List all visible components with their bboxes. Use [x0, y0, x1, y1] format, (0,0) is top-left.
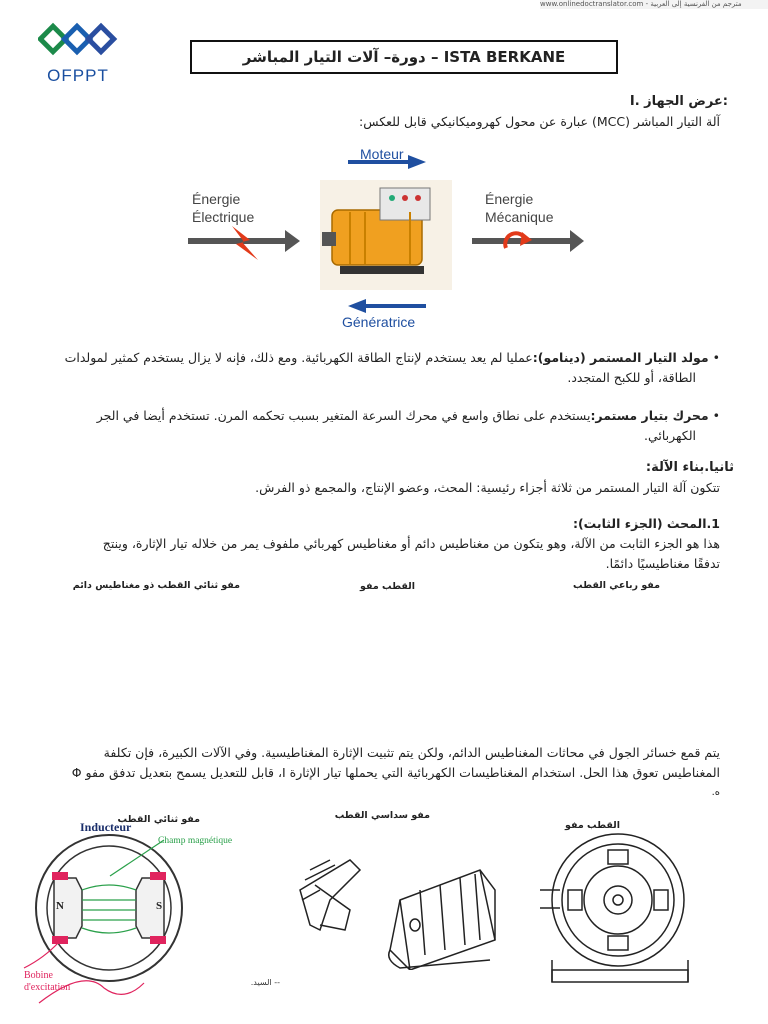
subsection1-line2: تدفقًا مغناطيسيًا دائمًا.: [605, 556, 720, 571]
subsection1-line1: هذا هو الجزء الثابت من الآلة، وهو يتكون من مغناطيس دائم أو مغناطيس كهربائي ملفوف يمر من خلاله تيار الإثارة، وينتج: [102, 536, 720, 551]
champ-label: Champ magnétique: [158, 836, 233, 846]
bobine-line2: d'excitation: [24, 982, 71, 993]
energie-electrique-label: [192, 190, 254, 226]
bullet-dynamo-text: عمليا لم يعد يستخدم لإنتاج الطاقة الكهربائية. ومع ذلك، فإنه لا يزال يستخدم كمثير لمولدات: [64, 350, 533, 365]
page-title-text: دورة– آلات التيار المباشر – ISTA BERKANE: [242, 48, 566, 66]
label-bipolar: مفو ثنائي القطب: [117, 814, 200, 825]
inducteur-label: Inducteur: [80, 820, 132, 834]
diagram-graphics: [180, 140, 600, 340]
hexapolar-figure: [290, 830, 520, 970]
translator-banner: www.onlinedoctranslator.com - مترجم من الفرنسية إلى العربية: [540, 0, 768, 9]
bullet-motor-cont: الكهربائي.: [643, 428, 696, 443]
multipolar-drawing: [530, 830, 700, 990]
section2-intro: تتكون آلة التيار المستمر من ثلاثة أجزاء رئيسية: المحث، وعضو الإنتاج، والمجمع ذو الفرش.: [255, 480, 720, 495]
label-pole-right: القطب مفو: [565, 820, 620, 831]
generatrice-label: Génératrice: [342, 314, 416, 330]
bobine-label: [24, 970, 70, 994]
south-label: S: [156, 900, 163, 912]
section2-heading: ثانيا.بناء الآلة:: [645, 460, 734, 475]
energie-electrique-line2: Électrique: [192, 209, 255, 225]
label-hexapolar: مفو سداسي القطب: [334, 810, 430, 821]
page-title: [190, 40, 618, 74]
bullet-dot: •: [708, 350, 720, 365]
bullet-motor-text: يستخدم على نطاق واسع في محرك السرعة المتغير بسبب تحكمه المرن. تستخدم أيضا في الجر: [96, 408, 591, 423]
moteur-label: Moteur: [360, 146, 404, 162]
paragraph-mid-line1: يتم قمع خسائر الجول في محاثات المغناطيس الدائم، ولكن يتم تثبيت الإثارة المغناطيسية. وفي الآلات الكبيرة، فإن تكلفة: [103, 745, 720, 760]
paragraph-mid-line3: ه.: [711, 787, 720, 798]
section1-intro: آلة التيار المباشر (MCC) عبارة عن محول كهروميكانيكي قابل للعكس:: [359, 114, 720, 129]
subsection1-heading: 1.المحث (الجزء الثابت):: [572, 516, 720, 531]
multipolar-figure: [530, 830, 700, 990]
bullet-dynamo-bold: مولد التيار المستمر (دينامو):: [532, 350, 709, 365]
label-quadripolar: مفو رباعي القطب: [573, 580, 660, 591]
moteur-arrow-head: [408, 155, 426, 169]
paragraph-mid-line2: المغناطيس تعوق هذا الحل. استخدام المغناطيسات الكهربائية التي يحملها تيار الإثارة I، قابل للتعديل يسمح بتعديل تدفق مفو Φ: [71, 765, 720, 780]
input-arrow-shaft: [188, 238, 288, 244]
hexapolar-drawing: [290, 830, 520, 970]
output-arrow-head: [570, 230, 584, 252]
label-bipolar-permanent: مفو ثنائي القطب ذو مغناطيس دائم: [72, 580, 240, 591]
ofppt-logo-mark: [38, 22, 118, 62]
bullet-motor: [60, 406, 720, 446]
ofppt-logo-text: OFPPT: [47, 66, 109, 85]
energie-mecanique-label: [485, 190, 554, 226]
bobine-line1: Bobine: [24, 970, 53, 981]
generatrice-arrow-shaft: [366, 304, 426, 308]
bullet-dot: •: [708, 408, 720, 423]
bullet-motor-bold: محرك بتيار مستمر:: [590, 408, 709, 423]
ofppt-logo: [38, 22, 118, 84]
section1-heading: :عرض الجهاز .I: [629, 94, 728, 109]
footer-note: -- السيد.: [250, 978, 280, 987]
north-label: N: [56, 900, 64, 912]
bipolar-inductor-figure: [14, 818, 254, 1018]
input-arrow-head: [285, 230, 300, 252]
generatrice-arrow-head: [348, 299, 366, 313]
bullet-dynamo-cont: الطاقة، أو للكبح المتجدد.: [567, 370, 696, 385]
energie-electrique-line1: Énergie: [192, 191, 241, 207]
label-pole-mid: القطب مفو: [360, 581, 415, 592]
energie-mecanique-line1: Énergie: [485, 191, 534, 207]
bullet-dynamo: [60, 348, 720, 388]
energie-mecanique-line2: Mécanique: [485, 209, 554, 225]
energy-conversion-diagram: [180, 140, 600, 340]
